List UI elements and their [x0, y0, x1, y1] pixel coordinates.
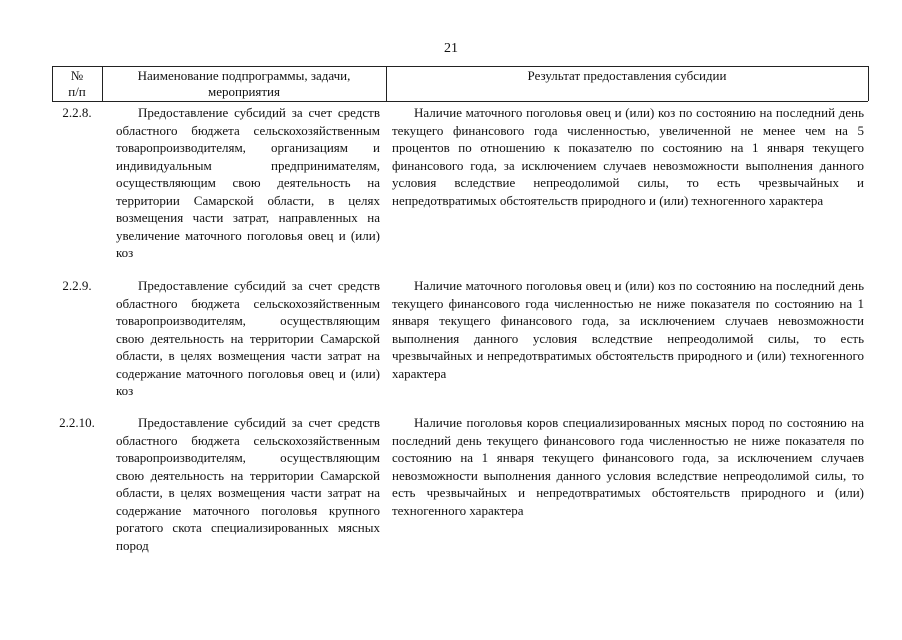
row-measure-name: Предоставление субсидий за счет средств областного бюджета сельскохозяйственным товаропроизводителям, организациям и индивидуальным предпринимателям, осуществляющим свою деятельность на территории Самарской области, в целях возмещения части затрат, направленных на увеличение маточного поголовья овец и (или) коз — [116, 105, 380, 260]
row-subsidy-result: Наличие маточного поголовья овец и (или) коз по состоянию на последний день текущего финансового года численностью не ниже показателя по состоянию на 1 января текущего финансового года, за исключением случаев невозможности выполнения данного условия вследствие непреодолимой силы, то есть чрезвычайных и непредотвратимых обстоятельств природного и (или) техногенного характера — [392, 278, 864, 381]
page-number: 21 — [444, 41, 458, 56]
table-header-top-rule — [52, 66, 868, 67]
row-subsidy-result: Наличие поголовья коров специализированных мясных пород по состоянию на последний день текущего финансового года численностью не ниже показателя по состоянию на 1 января текущего финансового года, за исключением случаев невозможности выполнения данного условия вследствие непреодолимой силы, то есть чрезвычайных и непредотвратимых обстоятельств природного и (или) техногенного характера — [392, 415, 864, 518]
column-header-number — [52, 68, 102, 100]
table-header-divider — [868, 66, 869, 101]
row-number: 2.2.9. — [62, 278, 92, 293]
row-number: 2.2.10. — [59, 415, 95, 430]
table-header-bottom-rule — [52, 101, 868, 102]
column-header-number-line1: № — [70, 68, 84, 83]
column-header-name: Наименование подпрограммы, задачи, мероприятия — [137, 68, 351, 99]
row-subsidy-result: Наличие маточного поголовья овец и (или) коз по состоянию на последний день текущего финансового года численностью, увеличенной не менее чем на 5 процентов по отношению к показателю по состоянию на 1 января текущего финансового года, за исключением случаев невозможности выполнения данного условия вследствие непреодолимой силы, то есть чрезвычайных и непредотвратимых обстоятельств природного и (или) техногенного характера — [392, 105, 864, 208]
row-measure-name: Предоставление субсидий за счет средств областного бюджета сельскохозяйственным товаропроизводителям, осуществляющим свою деятельность на территории Самарской области, в целях возмещения части затрат на содержание маточного поголовья овец и (или) коз — [116, 278, 380, 398]
row-number: 2.2.8. — [62, 105, 92, 120]
row-measure-name: Предоставление субсидий за счет средств областного бюджета сельскохозяйственным товаропроизводителям, осуществляющим свою деятельность на территории Самарской области, в целях возмещения части затрат на содержание маточного поголовья крупного рогатого скота специализированных мясных пород — [116, 415, 380, 553]
column-header-result: Результат предоставления субсидии — [527, 68, 727, 83]
column-header-number-line2: п/п — [68, 84, 86, 99]
